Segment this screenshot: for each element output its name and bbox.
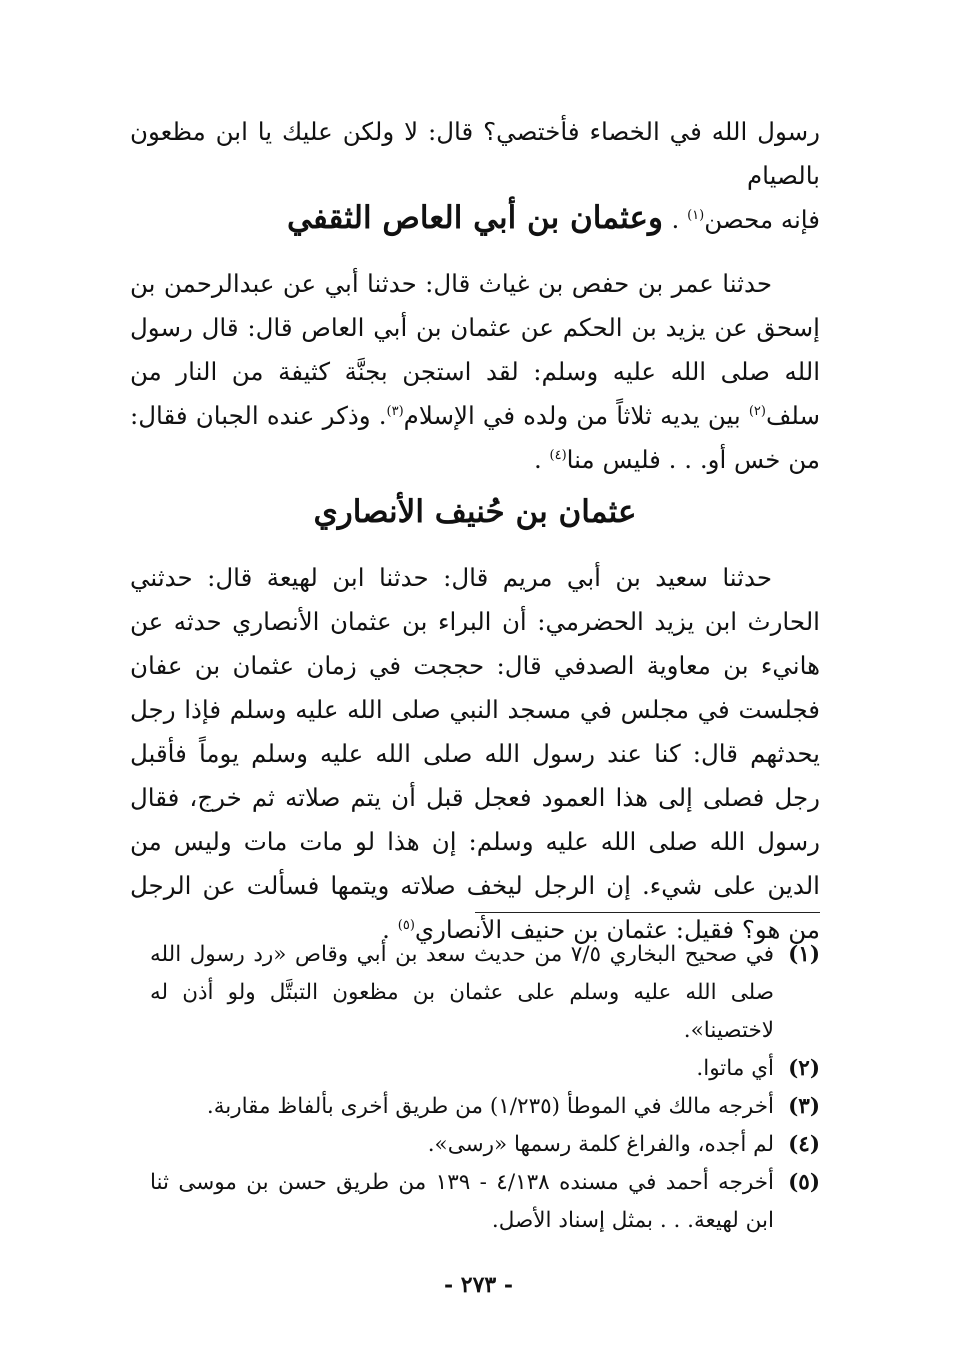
footnote-number: (٤) [788, 1132, 820, 1157]
intro-line2: فإنه محصن [704, 205, 820, 234]
footnote-ref-2[interactable]: (٢) [748, 403, 766, 419]
section2-paragraph: حدثنا سعيد بن أبي مريم قال: حدثنا ابن لهيعة قال: حدثني الحارث ابن يزيد الحضرمي: أن البراء بن عثمان الأنصاري حدثه عن هانيء بن معاوية الصدفي قال: حججت في زمان عثمان بن عفان فجلست في مجلس في مسجد النبي صلى الله عليه وسلم فإذا رجل يحدثهم قال: كنا عند رسول الله صلى الله عليه وسلم يوماً فأقبل رجل فصلى إلى هذا العمود فعجل قبل أن يتم صلاته ثم خرج، فقال رسول الله صلى الله عليه وسلم: إن هذا لو مات مات وليس من الدين على شيء. إن الرجل ليخف صلاته ويتمها فسألت عن الرجل من هو؟ فقيل: عثمان بن حنيف الأنصاري$^{(٥)}$ . [130, 563, 820, 944]
footnote-number: (١) [788, 942, 820, 967]
footnote-5 [150, 1164, 820, 1240]
footnote-number: (٣) [788, 1094, 820, 1119]
footnote-text: أخرجه أحمد في مسنده ٤/١٣٨ - ١٣٩ من طريق حسن بن موسى ثنا ابن لهيعة. . . بمثل إسناد الأصل. [150, 1170, 774, 1233]
footnote-2 [150, 1050, 820, 1088]
footnote-4 [150, 1126, 820, 1164]
footnote-text: أي ماتوا. [696, 1056, 774, 1081]
footnote-ref-3[interactable]: (٣) [386, 403, 404, 419]
page-number: - ٢٧٣ - [443, 1272, 514, 1298]
footnote-text: لم أجده، والفراغ كلمة رسمها «رسى». [427, 1132, 774, 1157]
footnote-number: (٥) [788, 1170, 820, 1195]
section-heading-uthman-ibn-abi-al-as: وعثمان بن أبي العاص الثقفي [287, 200, 663, 236]
footnote-text: في صحيح البخاري ٧/٥ من حديث سعد بن أبي وقاص «رد رسول الله صلى الله عليه وسلم على عثمان بن مظعون التبتَّل ولو أذن له لاختصينا». [150, 942, 775, 1043]
section1-body [130, 262, 820, 482]
section-heading-uthman-ibn-hunayf: عثمان بن حُنيف الأنصاري [313, 494, 637, 530]
footnote-3 [150, 1088, 820, 1126]
footnotes [150, 936, 820, 1240]
footnote-1 [150, 936, 820, 1050]
intro-line1: رسول الله في الخصاء فأختصي؟ قال: لا ولكن عليك يا ابن مظعون بالصيام [130, 117, 820, 190]
intro-paragraph: رسول الله في الخصاء فأختصي؟ قال: لا ولكن عليك يا ابن مظعون بالصيام فإنه محصن$^{(١)}$ . [130, 117, 820, 234]
section2-body [130, 556, 820, 952]
footnote-ref-4[interactable]: (٤) [549, 447, 567, 463]
footnote-text: أخرجه مالك في الموطأ (١/٢٣٥) من طريق أخرى بألفاظ مقاربة. [206, 1094, 774, 1119]
footnote-ref-1[interactable]: (١) [687, 207, 705, 223]
footnote-number: (٢) [788, 1056, 820, 1081]
footnote-separator [475, 912, 820, 913]
section1-paragraph: حدثنا عمر بن حفص بن غياث قال: حدثنا أبي عن عبدالرحمن بن إسحق عن يزيد بن الحكم عن عثمان بن أبي العاص قال: قال رسول الله صلى الله عليه وسلم: لقد استجن بجنَّة كثيفة من النار من سلف$^{(٢)}$ بين يديه ثلاثاً من ولده في الإسلام$^{(٣)}$. وذكر عنده الجبان فقال: من خس أو. . . فليس منا$^{(٤)}$ . [130, 269, 820, 474]
footnote-ref-5[interactable]: (٥) [397, 917, 415, 933]
